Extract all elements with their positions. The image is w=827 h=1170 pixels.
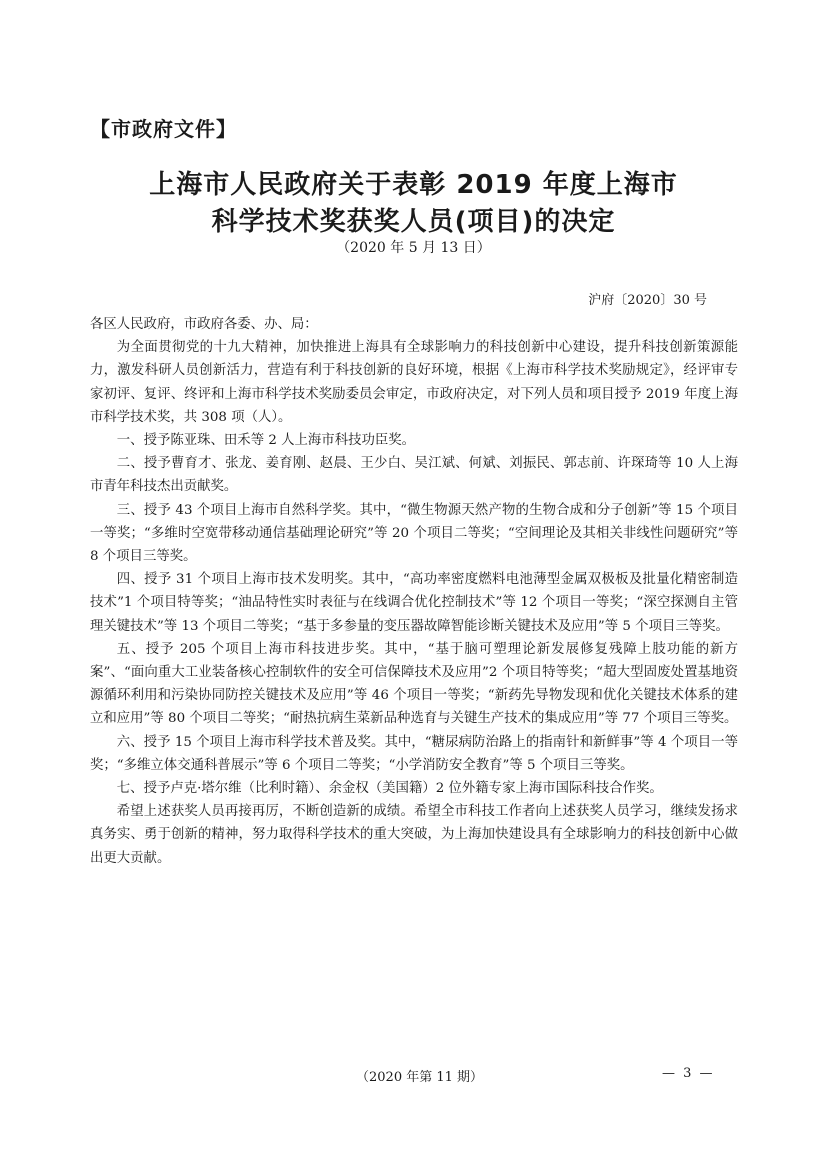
paragraph: 四、授予 31 个项目上海市技术发明奖。其中，“高功率密度燃料电池薄型金属双极板及批量化精密制造技术”1 个项目特等奖；“油品特性实时表征与在线调合优化控制技术”等 12 个项目一等奖；“深空探测自主管理关键技术”等 13 个项目二等奖；“基于多参量的变压器故障智能诊断关键技术及应用”等 5 个项目三等奖。 (90, 572, 738, 634)
paragraph: 六、授予 15 个项目上海市科学技术普及奖。其中，“糖尿病防治路上的指南针和新鲜事”等 4 个项目一等奖；“多维立体交通科普展示”等 6 个项目二等奖；“小学消防安全教育”等 5 个项目三等奖。 (90, 734, 738, 773)
salutation: 各区人民政府，市政府各委、办、局： (90, 317, 318, 332)
category-tag: 【市政府文件】 (90, 117, 237, 141)
paragraph: 五、授予 205 个项目上海市科技进步奖。其中，“基于脑可塑理论新发展修复残障上肢功能的新方案”、“面向重大工业装备核心控制软件的安全可信保障技术及应用”2 个项目特等奖；“超大型固废处置基地资源循环利用和污染协同防控关键技术及应用”等 46 个项目一等奖；“新药先导物发现和优化关键技术体系的建立和应用”等 80 个项目二等奖；“耐热抗病生菜新品种选育与关键生产技术的集成应用”等 77 个项目三等奖。 (90, 641, 738, 727)
paragraph: 希望上述获奖人员再接再厉，不断创造新的成绩。希望全市科技工作者向上述获奖人员学习，继续发扬求真务实、勇于创新的精神，努力取得科学技术的重大突破，为上海加快建设具有全球影响力的科技创新中心做出更大贡献。 (90, 804, 738, 866)
paragraph: 三、授予 43 个项目上海市自然科学奖。其中，“微生物源天然产物的生物合成和分子创新”等 15 个项目一等奖；“多维时空宽带移动通信基础理论研究”等 20 个项目二等奖；“空间理论及其相关非线性问题研究”等 8 个项目三等奖。 (90, 502, 738, 565)
title-line-1: 上海市人民政府关于表彰 2019 年度上海市 (149, 170, 678, 200)
footer-issue: （2020 年第 11 期） (356, 1070, 484, 1085)
page-number: — 3 — (662, 1066, 715, 1081)
issue-date: （2020 年 5 月 13 日） (336, 240, 491, 256)
paragraph: 二、授予曹育才、张龙、姜育刚、赵晨、王少白、吴江斌、何斌、刘振民、郭志前、许琛琦等 10 人上海市青年科技杰出贡献奖。 (90, 456, 738, 495)
document-body (90, 313, 738, 870)
document-number: 沪府〔2020〕30 号 (588, 293, 707, 308)
title-line-2: 科学技术奖获奖人员(项目)的决定 (211, 207, 616, 237)
paragraph: 七、授予卢克·塔尔维（比利时籍）、余金权（美国籍）2 位外籍专家上海市国际科技合作奖。 (116, 781, 663, 797)
paragraph: 为全面贯彻党的十九大精神，加快推进上海具有全球影响力的科技创新中心建设，提升科技创新策源能力，激发科研人员创新活力，营造有利于科技创新的良好环境，根据《上海市科学技术奖励规定》，经评审专家初评、复评、终评和上海市科学技术奖励委员会审定，市政府决定，对下列人员和项目授予 2019 年度上海市科学技术奖，共 308 项（人）。 (90, 340, 738, 425)
paragraph: 一、授予陈亚珠、田禾等 2 人上海市科技功臣奖。 (116, 433, 416, 449)
